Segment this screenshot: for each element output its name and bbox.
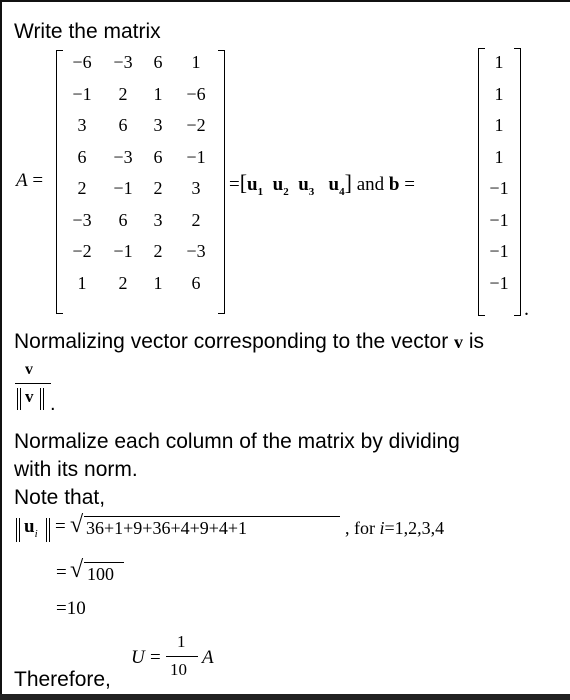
final-denominator: 10	[170, 660, 187, 679]
matrix-a-cell: −3	[186, 241, 206, 261]
vector-b-entry: 1	[494, 115, 504, 135]
matrix-a-cell: 1	[77, 272, 87, 293]
matrix-a-cell: −1	[113, 241, 133, 261]
vector-v-symbol: v	[454, 332, 464, 352]
matrix-a-left-bracket	[56, 50, 63, 314]
matrix-a-cell: 3	[191, 178, 201, 198]
matrix-a-cell: 1	[153, 83, 163, 104]
matrix-a-cell: 6	[118, 209, 128, 230]
column-u2: $u_2$	[272, 174, 289, 198]
matrix-a-cell: −2	[72, 241, 92, 261]
left-border	[0, 0, 2, 700]
norm-radicand: 36+1+9+36+4+9+4+1	[86, 518, 248, 538]
vector-b-entry: −1	[489, 272, 509, 293]
vector-b-entry: −1	[489, 241, 509, 261]
vector-b-entry: −1	[489, 178, 509, 198]
sqrt-sign: √	[70, 512, 84, 538]
norm-step-3: =10	[56, 598, 86, 619]
matrix-a-cell: −6	[72, 52, 92, 72]
matrix-a-cell: 3	[77, 115, 87, 135]
matrix-a-name: A	[16, 170, 28, 191]
matrix-a-cell: 6	[153, 52, 163, 72]
vector-b-entry: 1	[494, 83, 504, 104]
matrix-a-cell: 2	[191, 209, 201, 230]
matrix-a-cell: 2	[77, 178, 87, 198]
normalizing-sentence: Normalizing vector corresponding to the vector v is	[14, 330, 485, 353]
matrix-a-cell: 1	[153, 272, 163, 293]
vector-b-entry: 1	[494, 146, 504, 167]
final-numerator: 1	[177, 632, 186, 651]
final-rhs: A	[202, 647, 214, 668]
therefore-label: Therefore,	[14, 668, 111, 691]
norm-index-range: , for i=1,2,3,4	[345, 518, 445, 538]
norm-lhs: $u_i$	[24, 516, 38, 540]
vector-b-period: .	[524, 298, 529, 320]
matrix-a-cell: 3	[153, 209, 163, 230]
matrix-a-cell: 6	[191, 272, 201, 293]
column-u1: $u_1$	[247, 174, 264, 198]
top-border	[0, 0, 570, 2]
matrix-a-cell: −6	[186, 83, 206, 104]
fraction-denominator: v	[25, 387, 34, 406]
column-u3: $u_3$	[298, 174, 315, 198]
header-text: Write the matrix	[14, 20, 161, 43]
final-fraction-bar	[166, 656, 198, 657]
vector-b-entry: −1	[489, 209, 509, 230]
matrix-a-cell: −2	[186, 115, 206, 135]
matrix-a-label: A =	[16, 170, 44, 191]
matrix-a-cell: 2	[153, 178, 163, 198]
fraction-numerator: v	[25, 361, 33, 378]
matrix-a-cell: 2	[153, 241, 163, 261]
matrix-a-cell: −3	[113, 52, 133, 72]
note-text: Note that,	[14, 486, 106, 509]
instruction-line-1: Normalize each column of the matrix by dividing	[14, 430, 460, 453]
column-decomposition: $=[u_1$ $u_2$ $u_3$ $u_4$] and b =	[229, 170, 415, 198]
fraction-bar	[15, 383, 51, 384]
matrix-a-cell: 1	[191, 52, 201, 72]
and-text: and	[356, 174, 385, 195]
matrix-a-cell: −3	[113, 146, 133, 167]
bottom-border	[0, 694, 570, 700]
matrix-a-cell: 2	[118, 83, 128, 104]
sqrt-sign-2: √	[70, 557, 84, 583]
instruction-line-2: with its norm.	[14, 458, 138, 481]
matrix-a-cell: 6	[77, 146, 87, 167]
matrix-a-cell: −1	[186, 146, 206, 167]
matrix-a-cell: −3	[72, 209, 92, 230]
matrix-a-cell: −1	[72, 83, 92, 104]
step2-radicand: 100	[87, 564, 114, 584]
matrix-a-cell: 6	[118, 115, 128, 135]
final-lhs: U	[131, 647, 145, 668]
vector-b-name: b	[388, 174, 400, 195]
matrix-a-cell: −1	[113, 178, 133, 198]
matrix-a-right-bracket	[218, 50, 225, 314]
matrix-a-cell: 3	[153, 115, 163, 135]
vector-b-right-bracket	[514, 48, 521, 316]
vector-b-entry: 1	[494, 52, 504, 72]
matrix-a-cell: 6	[153, 146, 163, 167]
matrix-a-cell: 2	[118, 272, 128, 293]
column-u4: $u_4$	[328, 174, 345, 198]
